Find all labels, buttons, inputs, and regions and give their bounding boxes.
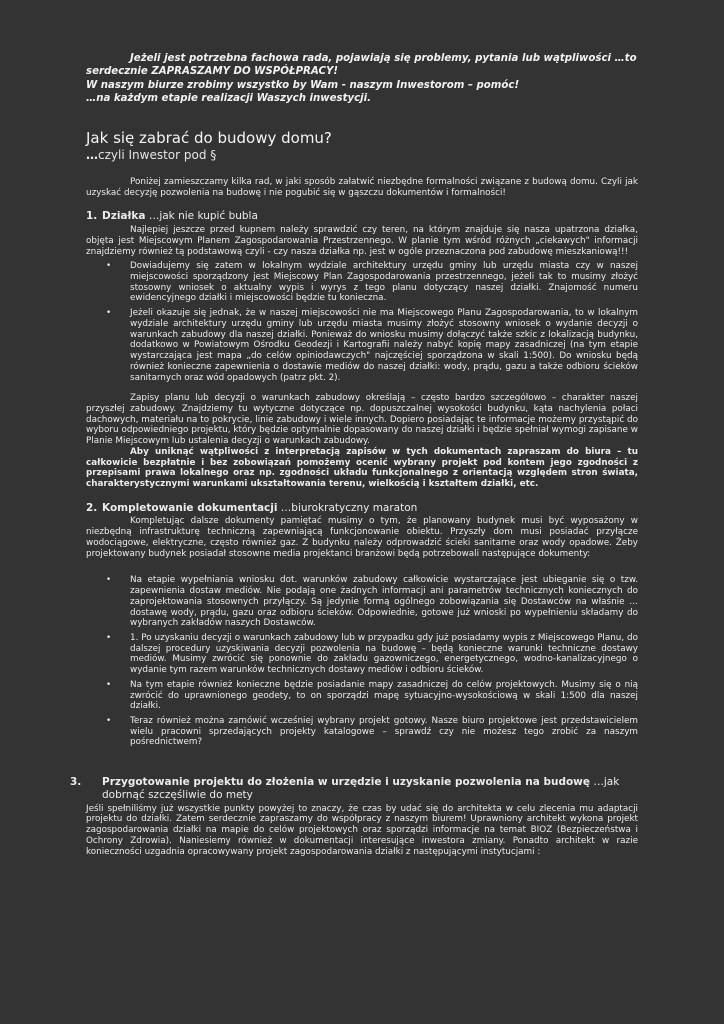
- list-item-text: Na etapie wypełniania wniosku dot. warunków zabudowy całkowicie wystarczające jest ubieganie się o tzw. zapewnienia dostaw mediów. Nie podają one żadnych informacji ani parametrów technicznych koniecznych do zaprojektowania stosownych przyłączy. Są jedynie formą ogólnego zobowiązania się Dostawców na właśnie …dostawę wody, prądu, gazu oraz odbioru ścieków. Odpowiednie, gotowe już wnioski po wypełnieniu składamy do wybranych zakładów naszych Dostawców.: [130, 575, 638, 629]
- bullet-icon: •: [106, 632, 112, 643]
- list-item: [86, 633, 638, 676]
- section-heading-2: [86, 502, 638, 515]
- bold-paragraph: Aby uniknąć wątpliwości z interpretacją zapisów w tych dokumentach zapraszam do biura – tu całkowicie bezpłatnie i bez zobowiązań pomożemy ocenić wybrany projekt pod kontem jego zgodności z przepisami prawa lokalnego oraz np. zgodności układu funkcjonalnego z orientacją względem stron świata, charakterystycznymi warunkami ukształtowania terenu, wielkością i kształtem działki, etc.: [86, 446, 638, 489]
- section-number: 2.: [86, 501, 98, 514]
- intro-line: serdecznie ZAPRASZAMY DO WSPÓŁPRACY!: [86, 66, 338, 78]
- section-number: 3.: [70, 776, 82, 789]
- section-title: Przygotowanie projektu do złożenia w urzędzie i uzyskanie pozwolenia na budowę: [102, 776, 590, 789]
- paragraph: Zapisy planu lub decyzji o warunkach zabudowy określają – często bardzo szczegółowo – charakter naszej przyszłej zabudowy. Znajdziemy tu wytyczne dotyczące np. dopuszczalnej wysokości budynku, kąta nachylenia połaci dachowych, materiału na to pokrycie, linie zabudowy i wiele innych. Dopiero posiadając te informacje możemy przystąpić do wyboru odpowiedniego projektu, który będzie optymalnie dopasowany do naszej działki i będzie spełniał wymogi zapisane w Planie Miejscowym lub ustalenia decyzji o warunkach zabudowy.: [86, 393, 638, 447]
- list-item-text: 1. Po uzyskaniu decyzji o warunkach zabudowy lub w przypadku gdy już posiadamy wypis z Miejscowego Planu, do dalszej procedury uzyskiwania decyzji pozwolenia na budowę – będą konieczne warunki techniczne dostawy mediów. Musimy zwrócić się ponownie do zakładu gazowniczego, energetycznego, wodno-kanalizacyjnego o wydanie tym razem warunków technicznych dostawy mediów i odbioru ścieków.: [130, 632, 638, 676]
- paragraph: Najlepiej jeszcze przed kupnem należy sprawdzić czy teren, na którym znajduje się nasza upatrzona działka, objęta jest Miejscowym Planem Zagospodarowania Przestrzennego. W planie tym wśród różnych „ciekawych" informacji znajdziemy również tą podstawową czyli - czy nasza działka np. jest w ogóle przeznaczona pod zabudowę mieszkaniową!!!: [86, 225, 638, 257]
- page-title: Jak się zabrać do budowy domu?: [86, 129, 332, 147]
- section-subtitle: …jak nie kupić bubla: [145, 210, 258, 223]
- subtitle-text: czyli Inwestor pod §: [98, 148, 217, 163]
- section-subtitle: …jak dobrnąć szczęśliwie do mety: [102, 776, 620, 801]
- list-item: [86, 575, 638, 629]
- bullet-list: [86, 575, 638, 748]
- section-subtitle: …biurokratyczny maraton: [277, 501, 418, 514]
- lead-paragraph: Poniżej zamieszczamy kilka rad, w jaki sposób załatwić niezbędne formalności związane z budową domu. Czyli jak uzyskać decyzję pozwolenia na budowę i nie pogubić się w gąszczu dokumentów i formalności!: [86, 176, 638, 198]
- paragraph: Kompletując dalsze dokumenty pamiętać musimy o tym, że planowany budynek musi być wyposażony w niezbędną infrastrukturę techniczną zapewniającą funkcjonowanie obiektu. Przyszły dom musi posiadać przyłącze wodociągowe, elektryczne, często również gaz. Z budynku należy odprowadzić ścieki sanitarne oraz wody opadowe. Żeby projektowany budynek posiadał stosowne media projektanci branżowi będą potrzebowali następujące dokumenty:: [86, 516, 638, 559]
- subtitle-prefix: …: [86, 148, 98, 163]
- bullet-icon: •: [106, 308, 112, 319]
- list-item: [86, 680, 638, 712]
- list-item-text: Dowiadujemy się zatem w lokalnym wydziale architektury urzędu gminy lub urzędu miasta czy w naszej miejscowości sporządzony jest Miejscowy Plan Zagospodarowania przestrzennego, jeżeli tak to musimy złożyć stosowny wniosek o aktualny wypis i wyrys z tego planu dotyczący naszej działki. Znajomość numeru ewidencyjnego działki i miejscowości będzie tu konieczna.: [130, 261, 638, 304]
- list-item-text: Jeżeli okazuje się jednak, że w naszej miejscowości nie ma Miejscowego Planu Zagospodarowania, to w lokalnym wydziale architektury urzędu gminy lub urzędu miasta musimy złożyć stosowny wniosek o wydanie decyzji o warunkach zabudowy dla naszej działki. Ponieważ do wniosku musimy dołączyć także szkic z lokalizacją budynku, dodatkowo w Powiatowym Ośrodku Geodezji i Kartografii należy nabyć kopię mapy zasadniczej (na tym etapie wystarczająca jest mapa „do celów opiniodawczych" najczęściej sporządzona w skali 1:500). Do wniosku będą również konieczne zapewnienia o dostawie mediów do naszej działki: wody, prądu, gazu a także odbioru ścieków sanitarnych oraz wód opadowych (patrz pkt. 2).: [130, 308, 638, 383]
- bullet-icon: •: [106, 679, 112, 690]
- bullet-list: [86, 261, 638, 383]
- bullet-icon: •: [106, 575, 112, 586]
- section-title: Działka: [102, 210, 146, 223]
- list-item: [86, 308, 638, 383]
- paragraph: Jeśli spełniliśmy już wszystkie punkty powyżej to znaczy, że czas by udać się do architekta w celu zlecenia mu adaptacji projektu do działki. Zatem serdecznie zapraszamy do współpracy z naszym biurem! Uprawniony architekt wykona projekt zagospodarowania działki na mapie do celów projektowych oraz sporządzi informacje na temat BIOZ (Bezpieczeństwa i Ochrony Zdrowia). Naniesiemy również w dokumentacji interesujące inwestora zmiany. Ponadto architekt w razie konieczności uzgadnia opracowywany projekt zagospodarowania działki z następującymi instytucjami :: [86, 803, 638, 857]
- intro-line: Jeżeli jest potrzebna fachowa rada, pojawiają się problemy, pytania lub wątpliwości …to: [130, 53, 637, 64]
- section-title: Kompletowanie dokumentacji: [102, 501, 278, 514]
- intro-line: …na każdym etapie realizacji Waszych inwestycji.: [86, 92, 372, 104]
- section-heading-3: [70, 776, 638, 802]
- list-item-text: Na tym etapie również konieczne będzie posiadanie mapy zasadniczej do celów projektowych. Musimy się o nią zwrócić do uprawnionego geodety, to on sporządzi mapę sytuacyjno-wysokościową w skali 1:500 dla naszej działki.: [130, 679, 638, 712]
- list-item-text: Teraz również można zamówić wcześniej wybrany projekt gotowy. Nasze biuro projektowe jest przedstawicielem wielu pracowni sprzedających projekty katalogowe – sprawdź czy nie możesz tego zrobić za naszym pośrednictwem?: [130, 715, 638, 748]
- bullet-icon: •: [106, 261, 112, 272]
- list-item: [86, 261, 638, 304]
- list-item: [86, 716, 638, 748]
- intro-block: [86, 52, 638, 105]
- section-number: 1.: [86, 210, 98, 223]
- page-subtitle: [86, 148, 638, 163]
- bullet-icon: •: [106, 715, 112, 726]
- section-heading-1: [86, 210, 638, 223]
- intro-line: W naszym biurze zrobimy wszystko by Wam - naszym Inwestorom – pomóc!: [86, 79, 520, 91]
